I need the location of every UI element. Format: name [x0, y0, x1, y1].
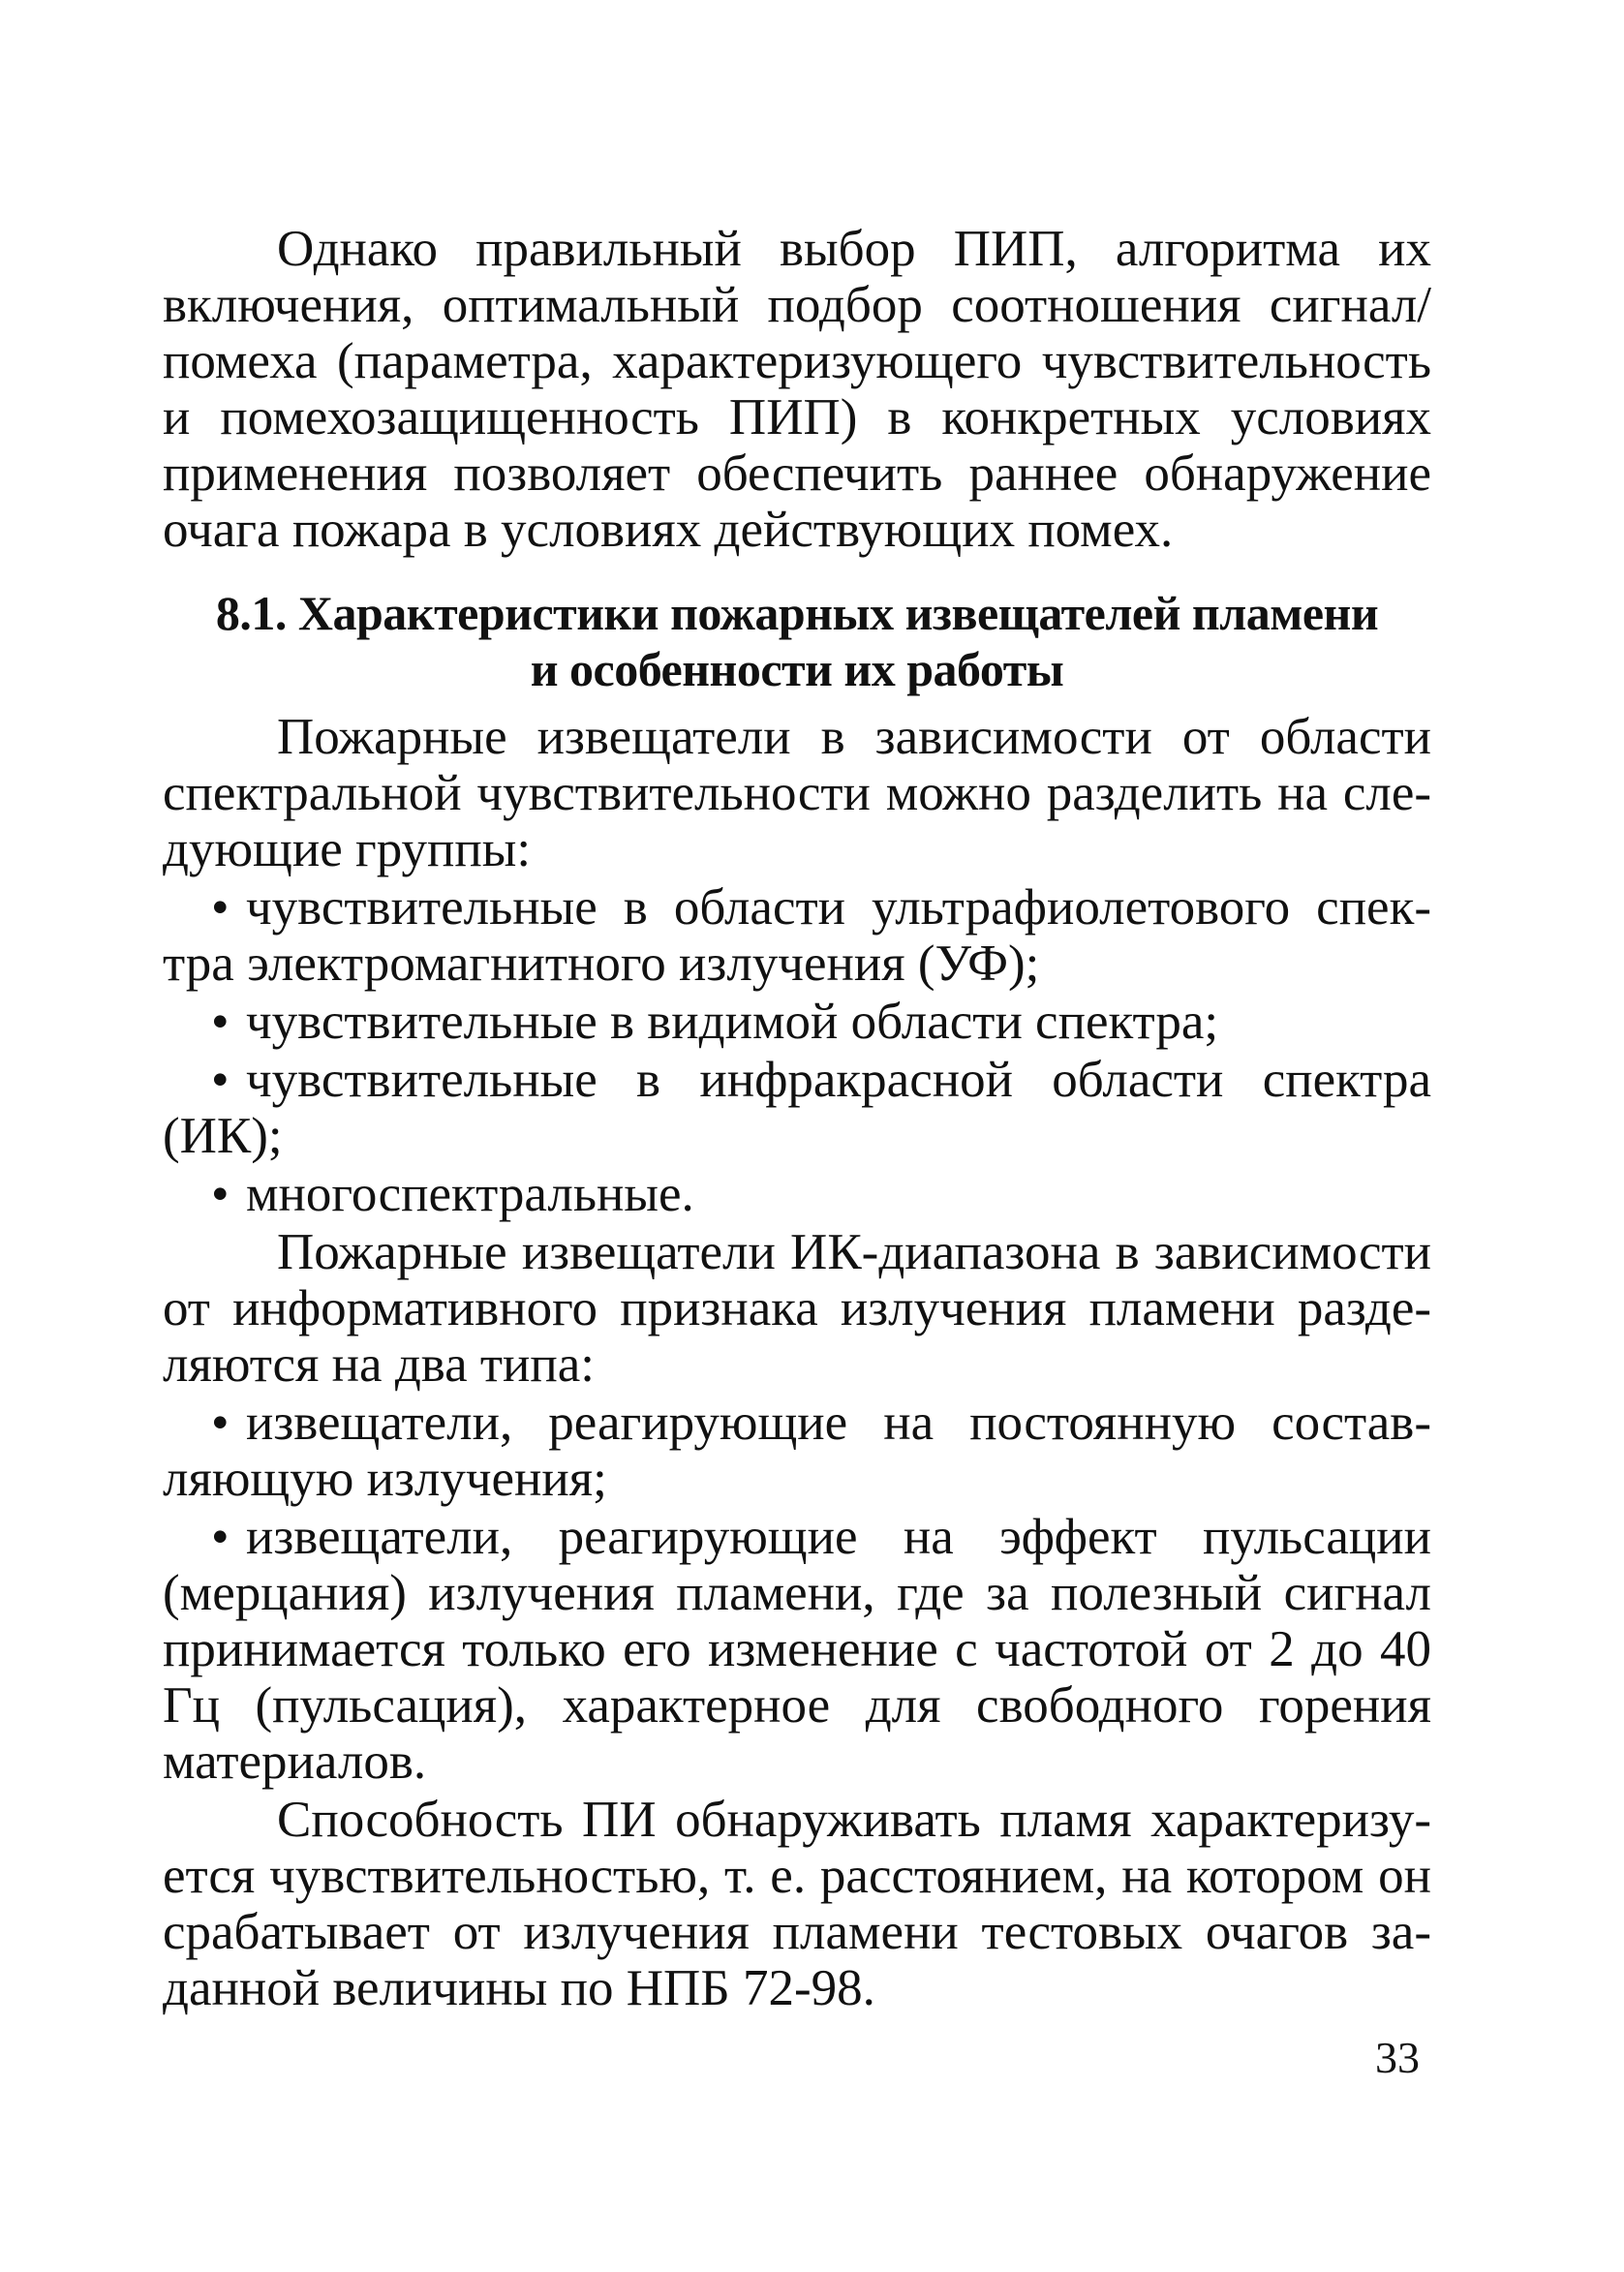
groups-intro-paragraph: Пожарные извещатели в зависимости от области спектральной чувствительности можно разделить на следующие группы: — [163, 709, 1431, 877]
list-item: • чувствительные в инфракрасной области спектра (ИК); — [163, 1052, 1431, 1164]
list-item: • чувствительные в видимой области спектра; — [211, 994, 1219, 1050]
list-item: • извещатели, реагирующие на эффект пульсации (мерцания) излучения пламени, где за полезный сигнал принимается только его изменение с частотой от 2 до 40 Гц (пульсация), характерное для свободного горения материалов. — [163, 1509, 1431, 1790]
groups-list — [163, 879, 1431, 1222]
ir-types-list — [163, 1395, 1431, 1790]
bullet-icon: • — [211, 1509, 230, 1565]
ir-intro-paragraph: Пожарные извещатели ИК-диапазона в зависимости от информативного признака излучения пламени разделяются на два типа: — [163, 1224, 1431, 1393]
list-item: • чувствительные в области ультрафиолетового спектра электромагнитного излучения (УФ); — [163, 879, 1431, 992]
section-heading — [163, 585, 1431, 697]
list-item: • извещатели, реагирующие на постоянную составляющую излучения; — [163, 1395, 1431, 1507]
section-heading-line-1: 8.1. Характеристики пожарных извещателей пламени — [215, 586, 1379, 640]
page-number: 33 — [1375, 2033, 1420, 2082]
section-heading-line-2: и особенности их работы — [530, 642, 1064, 696]
closing-paragraph: Способность ПИ обнаруживать пламя характеризуется чувствительностью, т. е. расстоянием, на котором он срабатывает от излучения пламени тестовых очагов заданной величины по НПБ 72-98. — [163, 1792, 1431, 2016]
page-body — [163, 221, 1431, 2018]
bullet-icon: • — [211, 1052, 230, 1108]
bullet-icon: • — [211, 879, 230, 936]
bullet-icon: • — [211, 1166, 230, 1222]
bullet-icon: • — [211, 1395, 230, 1451]
intro-paragraph: Однако правильный выбор ПИП, алгоритма их включения, оптимальный подбор соотношения сигнал/помеха (параметра, характеризующего чувствительность и помехозащищенность ПИП) в конкретных условиях применения позволяет обеспечить раннее обнаружение очага пожара в условиях действующих помех. — [163, 221, 1431, 558]
list-item: • многоспектральные. — [211, 1166, 694, 1222]
bullet-icon: • — [211, 994, 230, 1050]
